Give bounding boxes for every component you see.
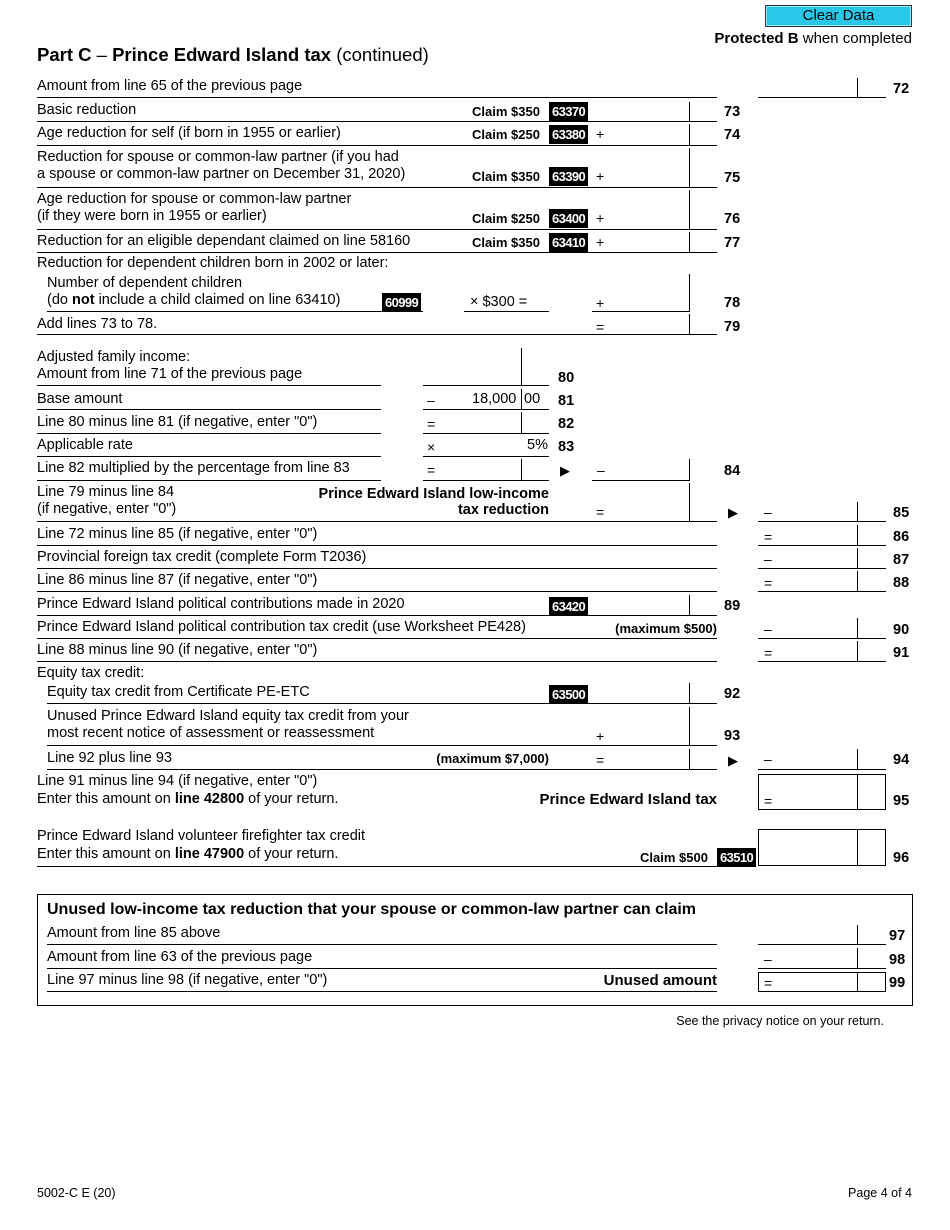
line-94-field[interactable] bbox=[758, 769, 886, 770]
line-85-label-a: Line 79 minus line 84 bbox=[37, 484, 175, 500]
line-number-93: 93 bbox=[724, 728, 741, 744]
minus-operator: – bbox=[764, 951, 772, 967]
line-93-label-a: Unused Prince Edward Island equity tax credit from your bbox=[47, 708, 409, 724]
field-code-63510: 63510 bbox=[717, 848, 756, 867]
claim-250-label: Claim $250 bbox=[472, 127, 540, 142]
form-id: 5002-C E (20) bbox=[37, 1186, 116, 1200]
line-number-80: 80 bbox=[558, 370, 575, 386]
line-number-81: 81 bbox=[558, 393, 575, 409]
protected-notice: Protected B when completed bbox=[714, 30, 912, 47]
line-85-field[interactable] bbox=[758, 521, 886, 522]
line-number-75: 75 bbox=[724, 170, 741, 186]
line-number-78: 78 bbox=[724, 295, 741, 311]
line-88-label: Line 86 minus line 87 (if negative, enter "0") bbox=[37, 572, 318, 588]
line-77-label: Reduction for an eligible dependant claimed on line 58160 bbox=[37, 233, 411, 249]
line-78-label-b: (do not include a child claimed on line 63410) bbox=[47, 292, 341, 308]
line-78-label-a: Number of dependent children bbox=[47, 275, 243, 291]
minus-operator: – bbox=[764, 751, 772, 767]
base-amount-value: 18,000 bbox=[472, 391, 517, 407]
line-number-90: 90 bbox=[893, 622, 910, 638]
plus-operator: + bbox=[596, 728, 605, 744]
line-95-label-b: Enter this amount on line 42800 of your return. bbox=[37, 791, 339, 807]
claim-350-label: Claim $350 bbox=[472, 104, 540, 119]
line-number-87: 87 bbox=[893, 552, 910, 568]
field-code-63410: 63410 bbox=[549, 233, 588, 252]
equals-operator: = bbox=[764, 529, 773, 545]
field-code-63500: 63500 bbox=[549, 685, 588, 704]
line-number-89: 89 bbox=[724, 598, 741, 614]
line-74-label: Age reduction for self (if born in 1955 or earlier) bbox=[37, 125, 341, 141]
line-72-label: Amount from line 65 of the previous page bbox=[37, 78, 303, 94]
plus-operator: + bbox=[596, 210, 605, 226]
line-81-label: Base amount bbox=[37, 391, 123, 407]
minus-operator: – bbox=[427, 392, 435, 408]
line-76-label-a: Age reduction for spouse or common-law partner bbox=[37, 191, 352, 207]
line-82-label: Line 80 minus line 81 (if negative, enter "0") bbox=[37, 414, 318, 430]
line-90-label: Prince Edward Island political contribution tax credit (use Worksheet PE428) bbox=[37, 619, 526, 635]
line-75-label-a: Reduction for spouse or common-law partner (if you had bbox=[37, 149, 399, 165]
minus-operator: – bbox=[764, 551, 772, 567]
line-84-field[interactable] bbox=[592, 480, 690, 481]
line-99-field[interactable] bbox=[758, 972, 886, 992]
line-number-92: 92 bbox=[724, 686, 741, 702]
line-72-field[interactable] bbox=[758, 97, 886, 98]
line-79-label: Add lines 73 to 78. bbox=[37, 316, 158, 332]
line-number-85: 85 bbox=[893, 505, 910, 521]
line-number-72: 72 bbox=[893, 81, 910, 97]
line-number-96: 96 bbox=[893, 850, 910, 866]
line-90-field[interactable] bbox=[758, 638, 886, 639]
line-number-74: 74 bbox=[724, 127, 741, 143]
base-amount-cents: 00 bbox=[524, 391, 541, 407]
multiply-300: × $300 = bbox=[470, 294, 528, 310]
times-operator: × bbox=[427, 439, 436, 455]
unused-amount-label: Unused amount bbox=[603, 972, 717, 989]
line-number-84: 84 bbox=[724, 463, 741, 479]
field-code-63380: 63380 bbox=[549, 125, 588, 144]
line-76-label-b: (if they were born in 1955 or earlier) bbox=[37, 208, 267, 224]
line-97-field[interactable] bbox=[758, 944, 886, 945]
line-98-field[interactable] bbox=[758, 968, 886, 969]
line-99-label: Line 97 minus line 98 (if negative, enter "0") bbox=[47, 972, 328, 988]
line-80-label-a: Adjusted family income: bbox=[37, 349, 191, 365]
line-89-label: Prince Edward Island political contributions made in 2020 bbox=[37, 596, 405, 612]
equals-operator: = bbox=[596, 752, 605, 768]
line-number-99: 99 bbox=[889, 975, 906, 991]
line-number-73: 73 bbox=[724, 104, 741, 120]
line-number-77: 77 bbox=[724, 235, 741, 251]
equals-operator: = bbox=[764, 793, 773, 809]
line-95-label-a: Line 91 minus line 94 (if negative, enter "0") bbox=[37, 773, 318, 789]
max-500-label: (maximum $500) bbox=[615, 621, 717, 636]
line-number-97: 97 bbox=[889, 928, 906, 944]
line-93-label-b: most recent notice of assessment or reassessment bbox=[47, 725, 375, 741]
unused-section-title: Unused low-income tax reduction that your spouse or common-law partner can claim bbox=[47, 901, 697, 918]
line-98-label: Amount from line 63 of the previous page bbox=[47, 949, 313, 965]
equals-operator: = bbox=[427, 416, 436, 432]
field-code-60999: 60999 bbox=[382, 293, 421, 312]
page-number: Page 4 of 4 bbox=[848, 1186, 912, 1200]
line-number-94: 94 bbox=[893, 752, 910, 768]
plus-operator: + bbox=[596, 126, 605, 142]
equals-operator: = bbox=[764, 975, 773, 991]
line-73-label: Basic reduction bbox=[37, 102, 137, 118]
dependent-children-field[interactable] bbox=[464, 311, 549, 312]
line-82-field[interactable] bbox=[423, 433, 549, 434]
line-96-label-a: Prince Edward Island volunteer firefighter tax credit bbox=[37, 828, 366, 844]
line-88-field[interactable] bbox=[758, 591, 886, 592]
field-code-63390: 63390 bbox=[549, 167, 588, 186]
line-96-label-b: Enter this amount on line 47900 of your return. bbox=[37, 846, 339, 862]
clear-data-button[interactable]: Clear Data bbox=[765, 5, 912, 27]
line-number-95: 95 bbox=[893, 793, 910, 809]
line-87-field[interactable] bbox=[758, 568, 886, 569]
line-85-label-b: (if negative, enter "0") bbox=[37, 501, 177, 517]
line-91-field[interactable] bbox=[758, 661, 886, 662]
line-number-79: 79 bbox=[724, 319, 741, 335]
minus-operator: – bbox=[764, 621, 772, 637]
applicable-rate-value: 5% bbox=[527, 437, 548, 453]
line-91-label: Line 88 minus line 90 (if negative, enter "0") bbox=[37, 642, 318, 658]
line-73-field[interactable] bbox=[592, 121, 690, 122]
line-number-91: 91 bbox=[893, 645, 910, 661]
line-96-field[interactable] bbox=[758, 829, 886, 866]
plus-operator: + bbox=[596, 234, 605, 250]
minus-operator: – bbox=[597, 462, 605, 478]
claim-250-label: Claim $250 bbox=[472, 211, 540, 226]
equals-operator: = bbox=[764, 575, 773, 591]
privacy-notice: See the privacy notice on your return. bbox=[676, 1014, 884, 1028]
line-number-88: 88 bbox=[893, 575, 910, 591]
line-92-label: Equity tax credit from Certificate PE-ETC bbox=[47, 684, 310, 700]
line-93-field[interactable] bbox=[592, 745, 690, 746]
line-84-label: Line 82 multiplied by the percentage from line 83 bbox=[37, 460, 350, 476]
line-number-76: 76 bbox=[724, 211, 741, 227]
line-84-calc-field[interactable] bbox=[423, 480, 549, 481]
line-number-83: 83 bbox=[558, 439, 575, 455]
line-number-82: 82 bbox=[558, 416, 575, 432]
field-code-63370: 63370 bbox=[549, 102, 588, 121]
line-80-field[interactable] bbox=[423, 385, 549, 386]
pei-tax-label: Prince Edward Island tax bbox=[539, 791, 717, 808]
line-94-label: Line 92 plus line 93 bbox=[47, 750, 172, 766]
field-code-63420: 63420 bbox=[549, 597, 588, 616]
line-86-field[interactable] bbox=[758, 545, 886, 546]
low-income-reduction-label-a: Prince Edward Island low-income bbox=[318, 486, 549, 502]
line-number-98: 98 bbox=[889, 952, 906, 968]
plus-operator: + bbox=[596, 295, 605, 311]
claim-350-label: Claim $350 bbox=[472, 169, 540, 184]
line-95-field[interactable] bbox=[758, 774, 886, 810]
field-code-63400: 63400 bbox=[549, 209, 588, 228]
claim-500-label: Claim $500 bbox=[640, 850, 708, 865]
arrow-icon: ▶ bbox=[560, 463, 570, 478]
line-number-86: 86 bbox=[893, 529, 910, 545]
line-83-label: Applicable rate bbox=[37, 437, 133, 453]
line-92-heading: Equity tax credit: bbox=[37, 665, 145, 681]
line-92-field[interactable] bbox=[592, 703, 690, 704]
plus-operator: + bbox=[596, 168, 605, 184]
equals-operator: = bbox=[596, 319, 605, 335]
equals-operator: = bbox=[596, 504, 605, 520]
line-89-field[interactable] bbox=[592, 615, 690, 616]
line-75-label-b: a spouse or common-law partner on December 31, 2020) bbox=[37, 166, 406, 182]
arrow-icon: ▶ bbox=[728, 505, 738, 520]
line-78-heading: Reduction for dependent children born in 2002 or later: bbox=[37, 255, 389, 271]
arrow-icon: ▶ bbox=[728, 753, 738, 768]
line-80-label-b: Amount from line 71 of the previous page bbox=[37, 366, 303, 382]
equals-operator: = bbox=[764, 645, 773, 661]
line-87-label: Provincial foreign tax credit (complete Form T2036) bbox=[37, 549, 367, 565]
claim-350-label: Claim $350 bbox=[472, 235, 540, 250]
minus-operator: – bbox=[764, 504, 772, 520]
low-income-reduction-label-b: tax reduction bbox=[457, 502, 549, 518]
line-86-label: Line 72 minus line 85 (if negative, enter "0") bbox=[37, 526, 318, 542]
page-title: Part C – Prince Edward Island tax (continued) bbox=[37, 44, 429, 65]
max-7000-label: (maximum $7,000) bbox=[436, 751, 549, 766]
line-97-label: Amount from line 85 above bbox=[47, 925, 221, 941]
equals-operator: = bbox=[427, 462, 436, 478]
